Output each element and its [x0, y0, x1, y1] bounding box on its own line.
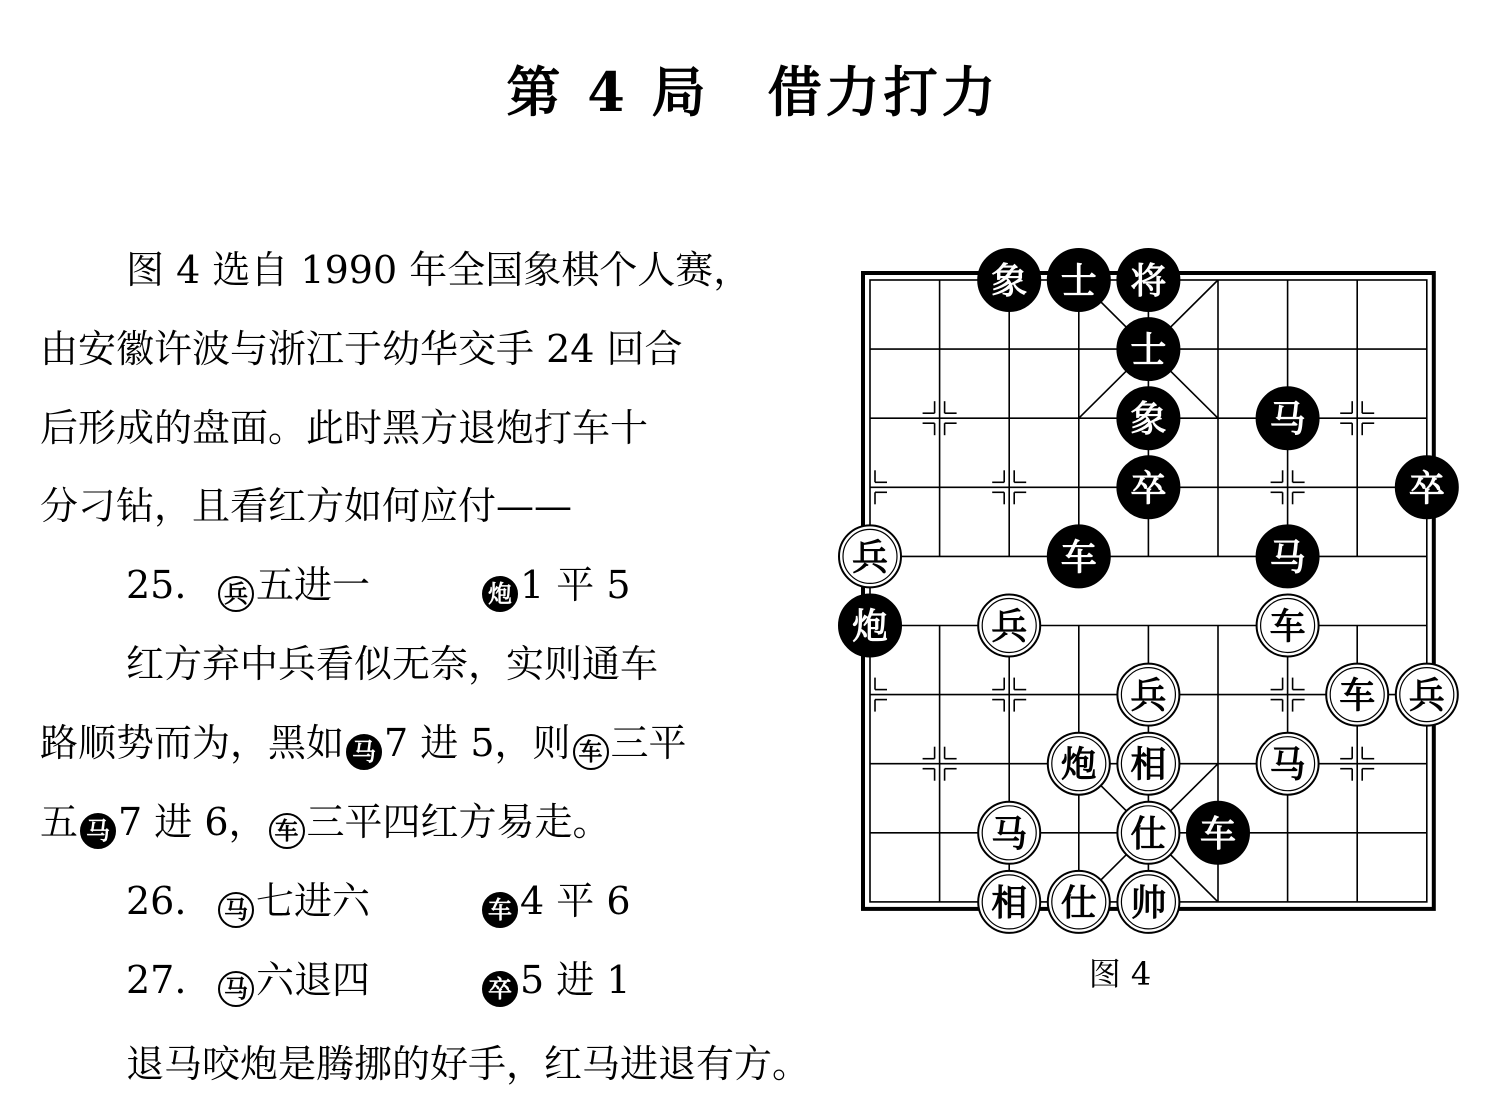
piece-label: 士	[1060, 261, 1097, 302]
red-piece	[978, 802, 1040, 864]
intro-line-1: 图 4 选自 1990 年全国象棋个人赛，	[126, 248, 752, 292]
piece-label: 车	[1339, 675, 1376, 717]
red-soldier-icon: 兵	[218, 576, 254, 612]
red-piece	[1396, 664, 1458, 726]
piece-label: 象	[991, 261, 1028, 302]
piece-label: 车	[1269, 606, 1306, 648]
red-move: 七进六	[256, 879, 371, 923]
piece-label: 兵	[1408, 675, 1445, 717]
piece-label: 相	[991, 882, 1028, 924]
black-piece	[1257, 387, 1319, 449]
black-horse-icon: 马	[346, 734, 382, 770]
red-horse-icon: 马	[218, 892, 254, 928]
black-move: 1 平 5	[520, 563, 631, 607]
red-move: 六退四	[256, 958, 371, 1002]
piece-label: 仕	[1060, 882, 1097, 924]
piece-label: 炮	[1060, 744, 1097, 786]
intro-line-3: 后形成的盘面。此时黑方退炮打车十	[40, 406, 649, 450]
black-chariot-icon: 车	[482, 892, 518, 928]
piece-label: 兵	[851, 537, 889, 579]
black-piece	[978, 249, 1040, 311]
black-cannon-icon: 炮	[482, 576, 518, 612]
piece-label: 炮	[851, 606, 889, 648]
red-horse-icon: 马	[218, 971, 254, 1007]
piece-label: 马	[1269, 537, 1306, 579]
piece-label: 马	[991, 813, 1028, 855]
move-27	[126, 956, 631, 1007]
piece-label: 车	[1060, 537, 1097, 579]
red-move: 五进一	[256, 563, 371, 607]
piece-label: 车	[1199, 813, 1237, 855]
red-piece	[1117, 733, 1179, 795]
comment2-line: 退马咬炮是腾挪的好手，红马进退有方。	[126, 1042, 811, 1086]
comment-text: 7 进 6，	[118, 800, 267, 844]
black-piece	[1117, 318, 1179, 380]
red-piece	[1117, 664, 1179, 726]
red-chariot-icon: 车	[269, 813, 305, 849]
black-piece	[1117, 456, 1179, 518]
piece-label: 兵	[1130, 675, 1167, 717]
game-number: 第 4 局	[506, 60, 710, 124]
black-piece	[1257, 525, 1319, 587]
chapter-title	[0, 50, 1506, 127]
red-chariot-icon: 车	[573, 734, 609, 770]
board-pieces	[839, 249, 1458, 933]
red-piece	[1048, 871, 1110, 933]
piece-label: 马	[1269, 744, 1306, 786]
move-26	[126, 877, 631, 928]
piece-label: 兵	[991, 606, 1028, 648]
comment-text: 三平四红方易走。	[306, 800, 611, 844]
black-piece	[1048, 249, 1110, 311]
black-piece	[1117, 387, 1179, 449]
intro-line-2: 由安徽许波与浙江于幼华交手 24 回合	[40, 327, 683, 371]
red-piece	[1326, 664, 1388, 726]
black-piece	[1048, 525, 1110, 587]
red-piece	[978, 871, 1040, 933]
black-piece	[1117, 249, 1179, 311]
black-move: 5 进 1	[520, 958, 631, 1002]
black-piece	[839, 595, 901, 657]
piece-label: 士	[1130, 330, 1167, 372]
move-number: 25.	[126, 563, 187, 607]
piece-label: 马	[1269, 399, 1306, 441]
black-piece	[1187, 802, 1249, 864]
red-piece	[1117, 871, 1179, 933]
comment1-line-2	[40, 719, 687, 770]
move-number: 26.	[126, 879, 187, 923]
comment1-line-3	[40, 798, 611, 849]
intro-line-4: 分刁钻，且看红方如何应付——	[40, 484, 573, 528]
comment-text: 路顺势而为，黑如	[40, 721, 345, 765]
piece-label: 相	[1130, 744, 1167, 786]
piece-label: 帅	[1130, 882, 1167, 924]
red-piece	[1117, 802, 1179, 864]
black-move: 4 平 6	[520, 879, 631, 923]
piece-label: 仕	[1130, 813, 1167, 855]
figure-caption: 图 4	[1088, 955, 1152, 993]
black-horse-icon: 马	[80, 813, 116, 849]
xiangqi-board	[830, 240, 1470, 940]
red-piece	[1257, 733, 1319, 795]
red-piece	[1257, 595, 1319, 657]
piece-label: 象	[1130, 399, 1167, 441]
comment1-line-1: 红方弃中兵看似无奈，实则通车	[126, 642, 659, 686]
comment-text: 五	[40, 800, 79, 844]
piece-label: 将	[1130, 261, 1167, 302]
red-piece	[1048, 733, 1110, 795]
black-piece	[1396, 456, 1458, 518]
piece-label: 卒	[1408, 468, 1445, 510]
move-25	[126, 561, 631, 612]
comment-text: 7 进 5，则	[384, 721, 571, 765]
red-piece	[839, 525, 901, 587]
red-piece	[978, 595, 1040, 657]
black-pawn-icon: 卒	[482, 971, 518, 1007]
comment-text: 三平	[610, 721, 687, 765]
move-number: 27.	[126, 958, 187, 1002]
game-name: 借力打力	[767, 60, 1000, 124]
piece-label: 卒	[1130, 468, 1167, 510]
